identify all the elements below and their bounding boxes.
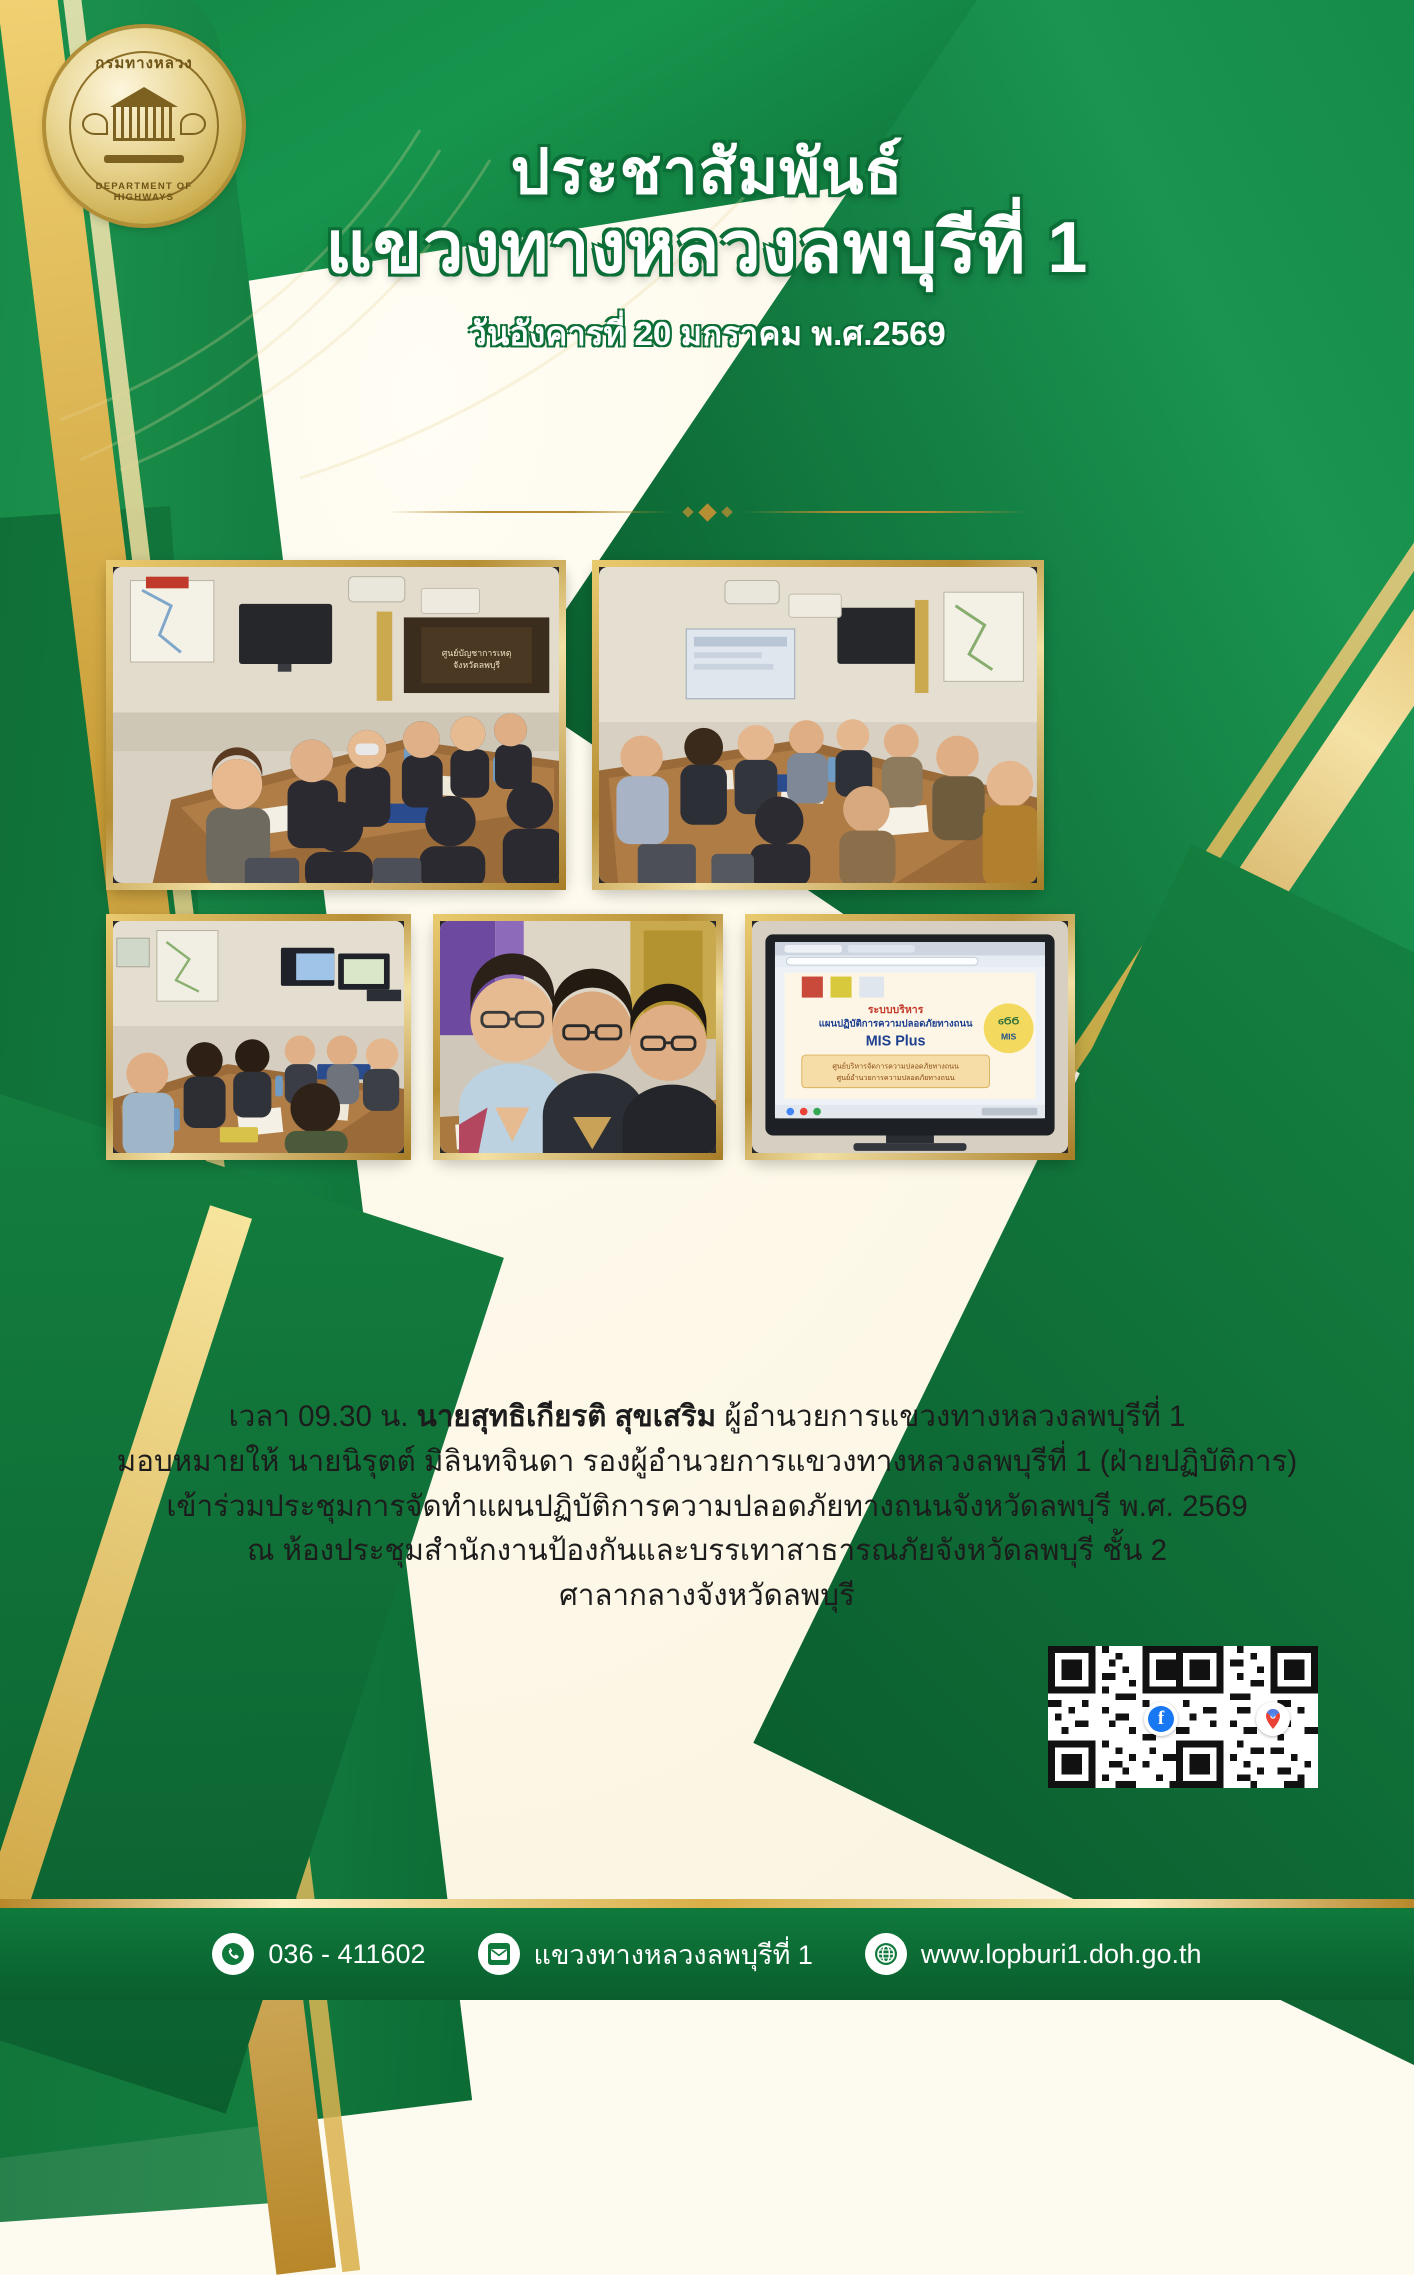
photo-meeting-room-wide-left	[106, 560, 566, 890]
footer-page-name	[478, 1933, 813, 1976]
svg-text:จังหวัดลพบุรี: จังหวัดลพบุรี	[453, 659, 501, 670]
photo-presentation-screen	[745, 914, 1075, 1160]
body-line-5: ศาลากลางจังหวัดลพบุรี	[559, 1579, 855, 1613]
footer-website	[865, 1933, 1202, 1975]
page-title-line-1: ประชาสัมพันธ์	[510, 138, 904, 207]
photo-gallery	[106, 560, 1308, 1160]
phone-icon	[212, 1933, 254, 1975]
mail-icon	[478, 1933, 520, 1975]
page-title-line-2: แขวงทางหลวงลพบุรีที่ 1	[325, 208, 1089, 289]
svg-text:แผนปฏิบัติการความปลอดภัยทางถนน: แผนปฏิบัติการความปลอดภัยทางถนน	[818, 1018, 973, 1030]
facebook-icon: f	[1144, 1702, 1178, 1736]
photo-officials-closeup	[433, 914, 723, 1160]
event-date: วันอังคารที่ 20 มกราคม พ.ศ.2569	[468, 314, 946, 352]
svg-text:MIS Plus: MIS Plus	[865, 1033, 926, 1050]
svg-text:ศูนย์บริหารจัดการความปลอดภัยทา: ศูนย์บริหารจัดการความปลอดภัยทางถนน	[832, 1062, 959, 1071]
svg-text:ศูนย์บัญชาการเหตุ: ศูนย์บัญชาการเหตุ	[441, 648, 512, 659]
seal-text-top: กรมทางหลวง	[95, 55, 193, 72]
footer-contact-bar	[0, 1908, 1414, 2000]
body-line-3: เข้าร่วมประชุมการจัดทำแผนปฏิบัติการความปลอดภัยทางถนนจังหวัดลพบุรี พ.ศ. 2569	[166, 1489, 1248, 1523]
footer-phone	[212, 1933, 425, 1975]
body-line-1-prefix: เวลา 09.30 น.	[228, 1400, 417, 1433]
announcement-body	[0, 1395, 1414, 1619]
seal-text-bottom: DEPARTMENT OF HIGHWAYS	[95, 181, 193, 203]
google-maps-qr-code[interactable]	[1176, 1646, 1318, 1788]
svg-text:MIS: MIS	[1000, 1031, 1017, 1042]
footer-page-name-text: แขวงทางหลวงลพบุรีที่ 1	[533, 1939, 813, 1970]
qr-code-group	[1048, 1646, 1318, 1788]
director-name: นายสุทธิเกียรติ สุขเสริม	[416, 1400, 717, 1433]
footer-phone-text: 036 - 411602	[268, 1938, 426, 1969]
footer-gold-divider	[0, 1899, 1414, 1908]
ornamental-divider	[387, 492, 1027, 532]
seal-emblem-icon	[98, 83, 190, 169]
body-line-4: ณ ห้องประชุมสำนักงานป้องกันและบรรเทาสาธารณภัยจังหวัดลพบุรี ชั้น 2	[246, 1534, 1168, 1568]
body-line-1-suffix: ผู้อำนวยการแขวงทางหลวงลพบุรีที่ 1	[716, 1400, 1186, 1433]
photo-meeting-participants	[106, 914, 411, 1160]
svg-text:ระบบบริหาร: ระบบบริหาร	[867, 1003, 924, 1016]
globe-icon	[865, 1933, 907, 1975]
body-line-2: มอบหมายให้ นายนิรุตต์ มิลินทจินดา รองผู้อำนวยการแขวงทางหลวงลพบุรีที่ 1 (ฝ่ายปฏิบัติการ)	[116, 1444, 1298, 1478]
footer-website-text: www.lopburi1.doh.go.th	[920, 1938, 1202, 1969]
seal-inner-ring	[69, 51, 219, 201]
department-of-highways-seal	[46, 28, 242, 224]
map-pin-icon	[1256, 1702, 1290, 1736]
photo-meeting-room-wide-right	[592, 560, 1044, 890]
svg-text:ϭϬϬ: ϭϬϬ	[997, 1015, 1020, 1028]
svg-text:ศูนย์อำนวยการความปลอดภัยทางถนน: ศูนย์อำนวยการความปลอดภัยทางถนน	[836, 1073, 955, 1082]
body-line-1	[110, 1395, 1304, 1440]
